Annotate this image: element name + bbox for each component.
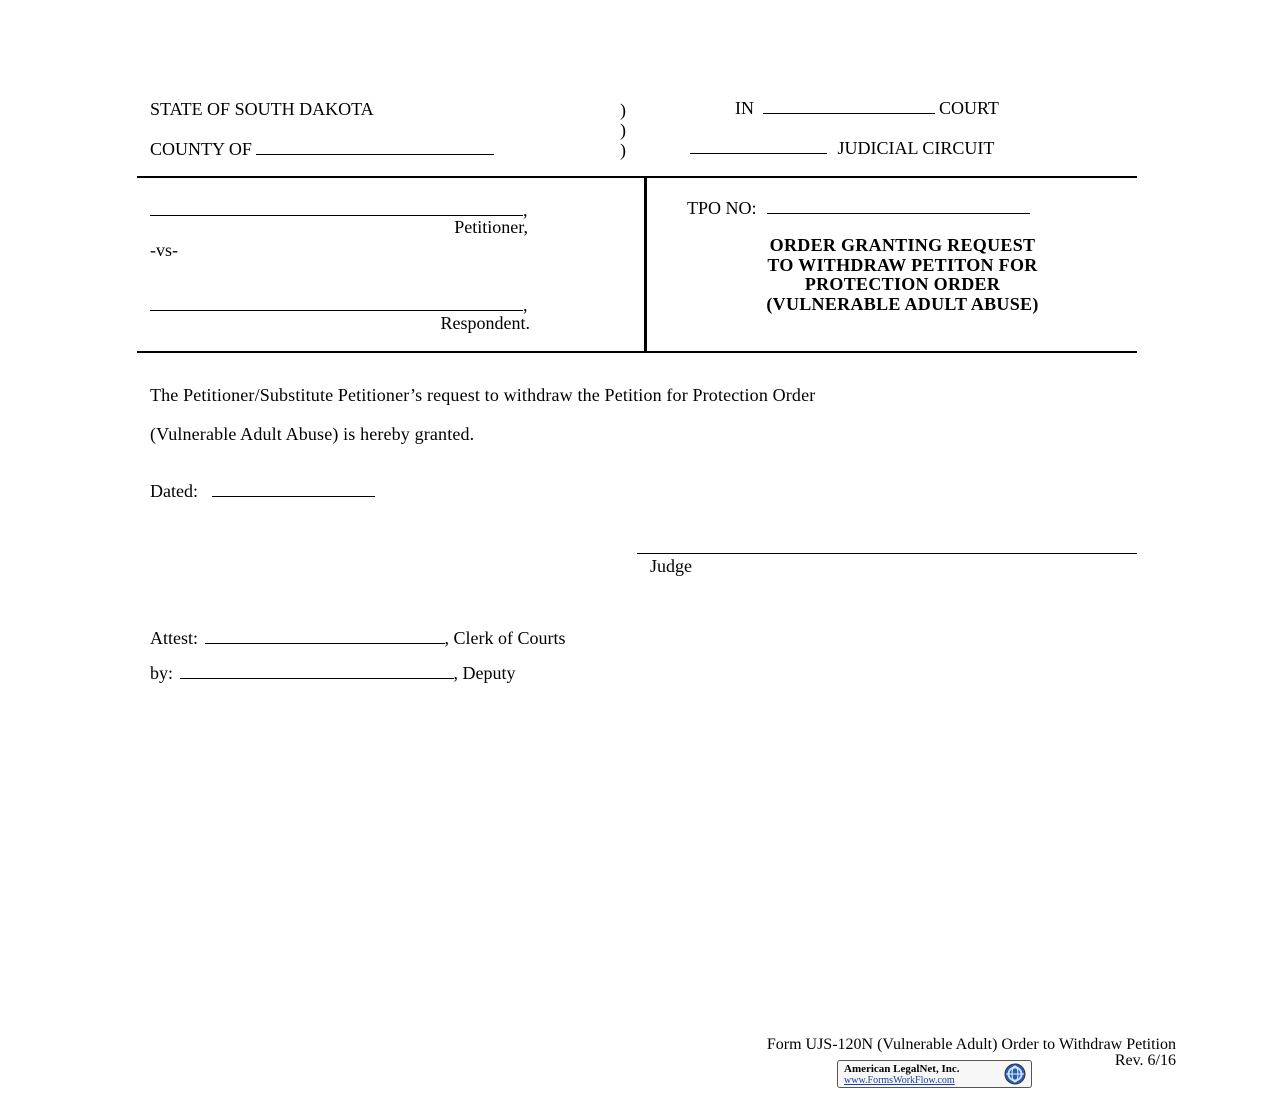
in-label: IN: [735, 98, 754, 118]
respondent-blank[interactable]: [150, 295, 523, 311]
attest-suffix: , Clerk of Courts: [444, 628, 566, 648]
caption-top-rule: [137, 176, 1137, 178]
by-label: by:: [150, 663, 174, 683]
attest-blank[interactable]: [205, 628, 445, 644]
respondent-label: Respondent.: [440, 313, 530, 333]
form-number: Form UJS-120N (Vulnerable Adult) Order to Withdraw Petition: [766, 1036, 1176, 1053]
circuit-label: JUDICIAL CIRCUIT: [837, 138, 995, 158]
deputy-line: [150, 663, 516, 683]
globe-icon: [1004, 1063, 1026, 1085]
logo-url[interactable]: www.FormsWorkFlow.com: [844, 1075, 955, 1086]
county-line: [150, 139, 494, 159]
dated-label: Dated:: [150, 481, 198, 501]
dated-line: [150, 481, 375, 501]
paren-3: ): [620, 140, 626, 160]
attest-label: Attest:: [150, 628, 198, 648]
petitioner-label: Petitioner,: [454, 217, 528, 237]
judge-label: Judge: [650, 556, 692, 576]
body-line-2: (Vulnerable Adult Abuse) is hereby granted.: [150, 424, 475, 444]
respondent-comma: ,: [523, 295, 528, 315]
paren-2: ): [620, 120, 626, 140]
caption-divider: [644, 177, 647, 352]
logo-name: American LegalNet, Inc.: [844, 1063, 960, 1075]
order-title: [660, 236, 1145, 314]
order-title-line-3: PROTECTION ORDER: [804, 274, 1001, 294]
county-label: COUNTY OF: [150, 139, 252, 159]
american-legalnet-logo[interactable]: [837, 1060, 1032, 1088]
paren-1: ): [620, 100, 626, 120]
attest-line: [150, 628, 566, 648]
tpo-line: [687, 198, 1030, 218]
circuit-line: [690, 138, 994, 158]
court-blank[interactable]: [763, 98, 935, 114]
court-line: [735, 98, 999, 118]
order-title-line-4: (VULNERABLE ADULT ABUSE): [766, 293, 1039, 314]
judge-signature-line[interactable]: [637, 553, 1137, 554]
order-title-line-2: TO WITHDRAW PETITON FOR: [767, 254, 1038, 275]
deputy-blank[interactable]: [180, 663, 454, 679]
court-label: COURT: [939, 98, 999, 118]
tpo-label: TPO NO:: [687, 198, 757, 218]
respondent-name-line: [150, 295, 528, 315]
body-line-1: The Petitioner/Substitute Petitioner’s request to withdraw the Petition for Protection Order: [150, 385, 816, 405]
revision: Rev. 6/16: [1114, 1052, 1176, 1069]
deputy-suffix: , Deputy: [453, 663, 516, 683]
petitioner-blank[interactable]: [150, 200, 523, 216]
petitioner-comma: ,: [523, 200, 528, 220]
caption-bottom-rule: [137, 351, 1137, 353]
county-blank[interactable]: [256, 139, 494, 155]
state-label: STATE OF SOUTH DAKOTA: [150, 99, 374, 119]
vs-label: -vs-: [150, 240, 178, 260]
tpo-blank[interactable]: [767, 198, 1030, 214]
dated-blank[interactable]: [212, 481, 375, 497]
circuit-blank[interactable]: [690, 138, 827, 154]
order-title-line-1: ORDER GRANTING REQUEST: [769, 235, 1036, 255]
